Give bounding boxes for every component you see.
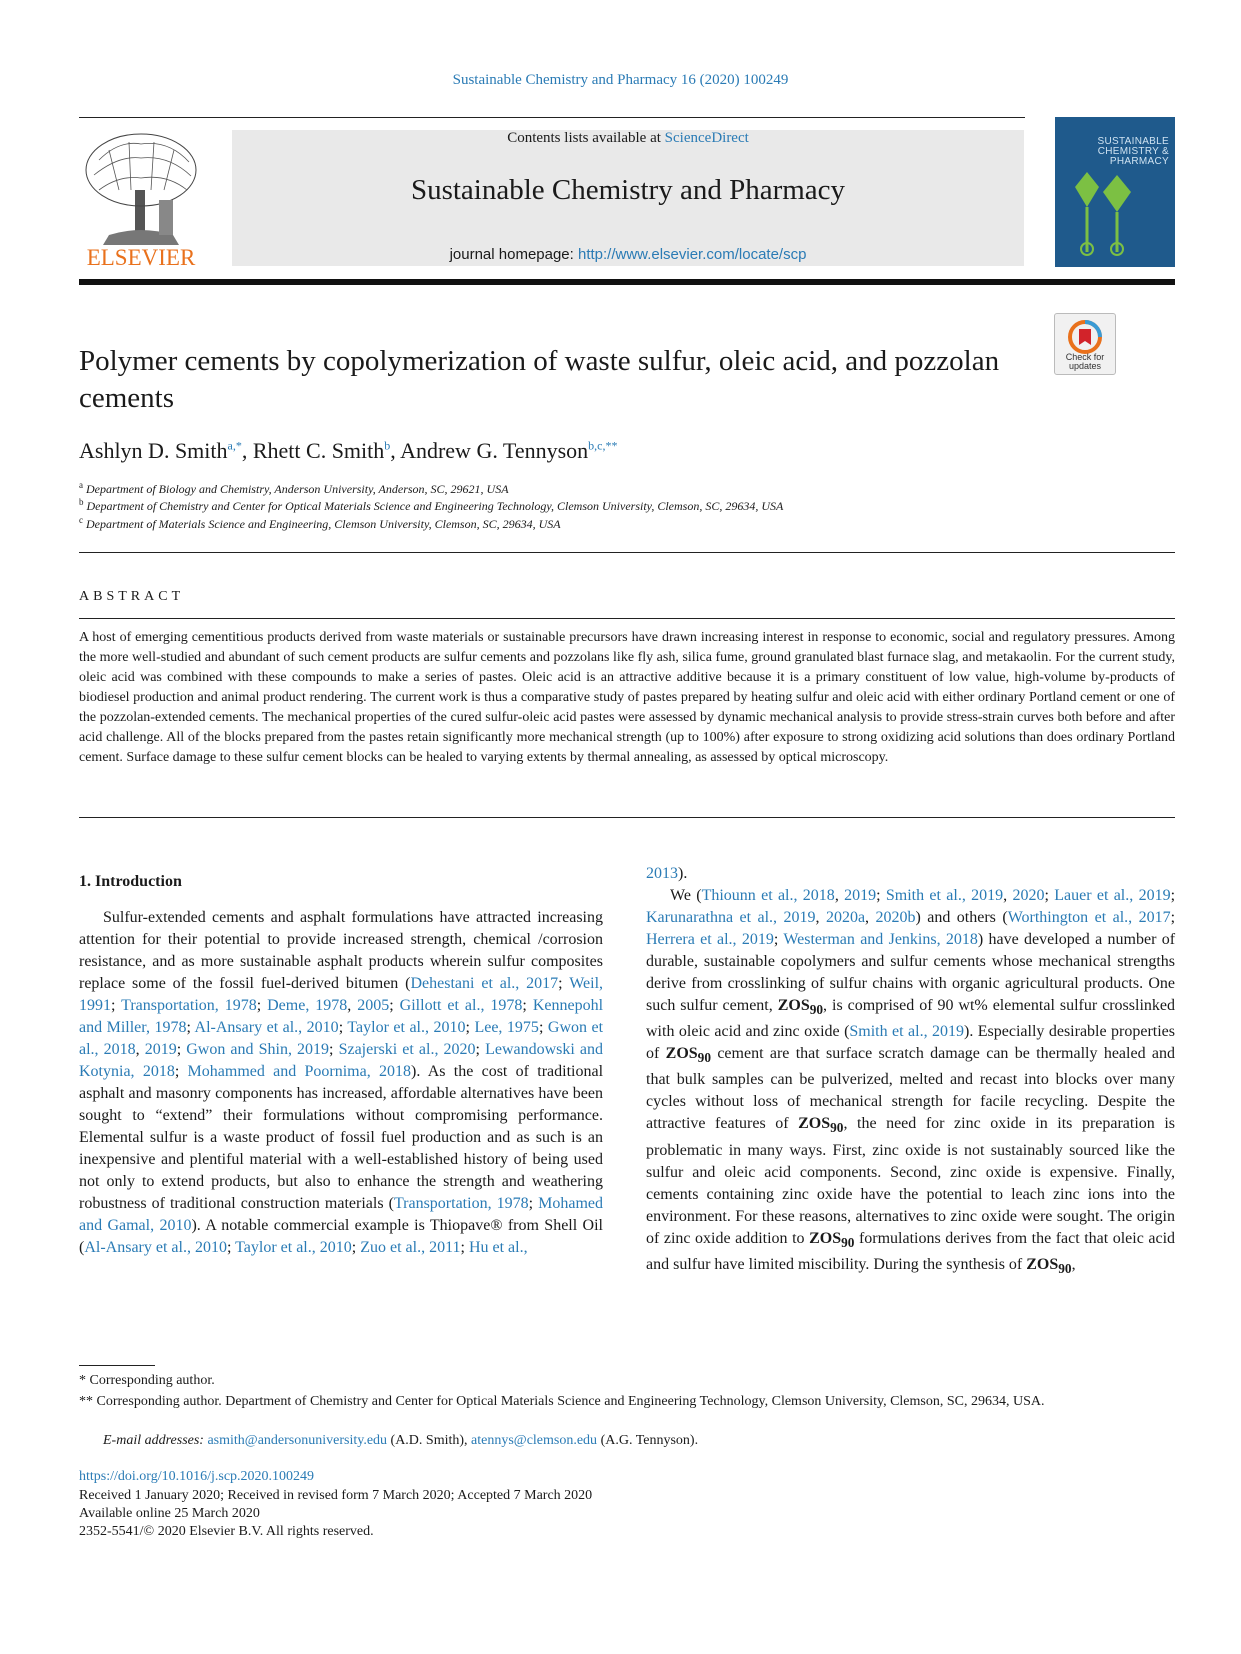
citation-link[interactable]: Thiounn et al., 2018 — [701, 887, 835, 904]
intro-right-column — [646, 863, 1175, 1280]
author-name[interactable]: Andrew G. Tennyson — [400, 438, 589, 463]
citation-link[interactable]: Taylor et al., 2010 — [235, 1239, 352, 1256]
email-footnote: E-mail addresses: asmith@andersonuniversity.edu (A.D. Smith), atennys@clemson.edu (A.G. Tennyson). — [103, 1433, 699, 1448]
citation-link[interactable]: Lauer et al., 2019 — [1054, 887, 1171, 904]
citation-link[interactable]: Lewandowski and Kotynia, 2018 — [79, 1041, 604, 1080]
author-name[interactable]: Ashlyn D. Smith — [79, 438, 228, 463]
intro-continuation: 2013). — [646, 865, 688, 882]
doi-link[interactable]: https://doi.org/10.1016/j.scp.2020.100249 — [79, 1469, 315, 1484]
citation-link[interactable]: Transportation, 1978 — [121, 997, 257, 1014]
received-dates: Received 1 January 2020; Received in revised form 7 March 2020; Accepted 7 March 2020 — [79, 1488, 593, 1503]
zos-term: $ZOS_{90}$ — [809, 1229, 855, 1250]
check-for-updates-button[interactable] — [1054, 313, 1116, 375]
journal-banner — [232, 130, 1024, 266]
cover-title: SUSTAINABLE CHEMISTRY & PHARMACY — [1097, 136, 1169, 167]
journal-reference-link[interactable]: Sustainable Chemistry and Pharmacy 16 (2020) 100249 — [452, 72, 789, 88]
elsevier-logo[interactable] — [79, 130, 203, 270]
zos-term: $ZOS_{90}$ — [665, 1045, 711, 1066]
citation-link[interactable]: 2020 — [1012, 887, 1045, 904]
author-marks[interactable]: b,c,** — [588, 438, 618, 453]
article-title: Polymer cements by copolymerization of waste sulfur, oleic acid, and pozzolan cements — [79, 345, 1000, 414]
divider — [79, 552, 1175, 553]
affiliation-mark: a — [79, 480, 83, 490]
journal-name: Sustainable Chemistry and Pharmacy — [410, 174, 846, 206]
affiliation — [79, 480, 1169, 497]
sciencedirect-link[interactable]: ScienceDirect — [664, 130, 749, 146]
abstract-text: A host of emerging cementitious products derived from waste materials or sustainable precursors have drawn increasing interest in response to economic, social and regulatory pressures. Among the more well-studied and abundant of such cement products are sulfur cements and pozzolans like fly ash, silica fume, ground granulated blast furnace slag, and metakaolin. For the current study, oleic acid was combined with these compounds to make a series of pastes. Oleic acid is an attractive additive because it is a primary constituent of low value, high-volume by-products of biodiesel production and animal product rendering. The current work is thus a comparative study of pastes prepared by heating sulfur and oleic acid with either ordinary Portland cement or one of the pozzolan-extended cements. The mechanical properties of the cured sulfur-oleic acid pastes were assessed by dynamic mechanical analysis to provide stress-strain curves both before and after acid challenge. All of the blocks prepared from the pastes retain significantly more mechanical strength (up to 100%) after exposure to strong oxidizing acid solutions than does ordinary Portland cement. Surface damage to these sulfur cement blocks can be healed to varying extents by thermal annealing, as assessed by optical microscopy. — [79, 630, 1175, 765]
citation-link[interactable]: Smith et al., 2019 — [849, 1023, 965, 1041]
email-link[interactable]: atennys@clemson.edu — [471, 1433, 598, 1448]
citation-link[interactable]: Westerman and Jenkins, 2018 — [783, 931, 978, 948]
citation-link[interactable]: Smith et al., 2019 — [885, 887, 1004, 904]
citation-link[interactable]: Mohammed and Poornima, 2018 — [187, 1063, 412, 1080]
citation-link[interactable]: 2020b — [875, 909, 916, 926]
citation-link[interactable]: 2019 — [844, 887, 877, 904]
citation-link[interactable]: Gwon et al., 2018 — [79, 1019, 604, 1058]
affiliation-text: Department of Materials Science and Engineering, Clemson University, Clemson, SC, 29634, USA — [86, 517, 561, 531]
citation-link[interactable]: Transportation, 1978 — [393, 1195, 529, 1212]
elsevier-tree-icon — [79, 130, 203, 270]
citation-link[interactable]: 2013 — [646, 865, 678, 882]
check-updates-label: Check for updates — [1065, 352, 1105, 371]
citation-link[interactable]: 2019 — [144, 1041, 177, 1058]
affiliation — [79, 497, 1169, 514]
divider — [79, 618, 1175, 619]
citation-link[interactable]: Kennepohl and Miller, 1978 — [79, 997, 604, 1036]
intro-left-column — [79, 907, 603, 1259]
author-marks[interactable]: a,* — [227, 438, 242, 453]
intro-paragraph: We (Thiounn et al., 2018, 2019; Smith et al., 2019, 2020; Lauer et al., 2019; Karunarathna et al., 2019, 2020a, 2020b) and others (Worthington et al., 2017; Herrera et al., 2019; Westerman and Jenkins, 2018) have developed a number of durable, sustainable copolymers and sulfur cements whose mechanical strengths derive from crosslinking of sulfur chains with organic agricultural products. One such sulfur cement, $ZOS_{90}$, is comprised of 90 wt% elemental sulfur crosslinked with oleic acid and zinc oxide (Smith et al., 2019). Especially desirable properties of $ZOS_{90}$ cement are that surface scratch damage can be thermally healed and that bulk samples can be pulverized, melted and recast into blocks over many cycles without loss of mechanical strength for facile recycling. Despite the attractive features of $ZOS_{90}$, the need for zinc oxide in its preparation is problematic in many ways. First, zinc oxide is not sustainably sourced like the sulfur and oleic acid components. Second, zinc oxide is expensive. Finally, cements containing zinc oxide have the potential to leach zinc ions into the environment. For these reasons, alternatives to zinc oxide were sought. The origin of zinc oxide addition to $ZOS_{90}$ formulations derives from the fact that oleic acid and sulfur have limited miscibility. During the synthesis of $ZOS_{90}$, — [646, 887, 1176, 1276]
zos-term: $ZOS_{90}$ — [777, 997, 824, 1018]
contents-prefix: Contents lists available at — [507, 130, 665, 146]
citation-link[interactable]: Gillott et al., 1978 — [399, 997, 523, 1014]
footnote: ** Corresponding author. Department of Chemistry and Center for Optical Materials Science and Engineering Technology, Clemson University, Clemson, SC, 29634, USA. — [79, 1394, 1045, 1409]
citation-link[interactable]: Worthington et al., 2017 — [1007, 909, 1171, 926]
elsevier-wordmark: ELSEVIER — [86, 245, 196, 270]
citation-link[interactable]: Hu et al., — [468, 1239, 528, 1256]
crossmark-icon — [1055, 317, 1115, 357]
divider — [79, 817, 1175, 818]
section-heading: 1. Introduction — [79, 873, 182, 890]
citation-link[interactable]: Al-Ansary et al., 2010 — [84, 1239, 227, 1256]
author-marks[interactable]: b — [384, 438, 391, 453]
intro-paragraph: Sulfur-extended cements and asphalt formulations have attracted increasing attention for their potential to provide increased strength, chemical /corrosion resistance, and as more sustainable asphalt products wherein sulfur composites replace some of the fossil fuel-derived bitumen (Dehestani et al., 2017; Weil, 1991; Transportation, 1978; Deme, 1978, 2005; Gillott et al., 1978; Kennepohl and Miller, 1978; Al-Ansary et al., 2010; Taylor et al., 2010; Lee, 1975; Gwon et al., 2018, 2019; Gwon and Shin, 2019; Szajerski et al., 2020; Lewandowski and Kotynia, 2018; Mohammed and Poornima, 2018). As the cost of traditional asphalt and masonry components has increased, affordable alternatives have been sought to “extend” their formulations without compromising performance. Elemental sulfur is a waste product of fossil fuel production and as such is an inexpensive and plentiful material with a well-established history of being used not only to extend products, but also to enhance the strength and weathering robustness of traditional construction materials (Transportation, 1978; Mohamed and Gamal, 2010). A notable commercial example is Thiopave® from Shell Oil (Al-Ansary et al., 2010; Taylor et al., 2010; Zuo et al., 2011; Hu et al., — [79, 909, 604, 1256]
footnote-rule — [79, 1365, 155, 1366]
citation-link[interactable]: Herrera et al., 2019 — [646, 931, 774, 948]
affiliation-text: Department of Chemistry and Center for Optical Materials Science and Engineering Technology, Clemson University, Clemson, SC, 29634, USA — [86, 499, 784, 513]
citation-link[interactable]: Al-Ansary et al., 2010 — [194, 1019, 339, 1036]
citation-link[interactable]: Dehestani et al., 2017 — [410, 975, 559, 992]
footnote: * Corresponding author. — [79, 1373, 215, 1388]
cover-leaves-icon — [1055, 117, 1175, 267]
citation-link[interactable]: Szajerski et al., 2020 — [338, 1041, 476, 1058]
homepage-prefix: journal homepage: — [449, 246, 578, 263]
homepage-link[interactable]: http://www.elsevier.com/locate/scp — [578, 246, 807, 263]
author-list: Ashlyn D. Smith$^{a,*}$, Rhett C. Smith$^b$, Andrew G. Tennyson$^{b,c,**}$ — [79, 438, 618, 463]
available-online: Available online 25 March 2020 — [79, 1506, 260, 1521]
affiliation — [79, 515, 1169, 532]
citation-link[interactable]: Karunarathna et al., 2019 — [646, 909, 816, 926]
contents-line — [232, 130, 1024, 147]
email-link[interactable]: asmith@andersonuniversity.edu — [207, 1433, 388, 1448]
header-thick-rule — [79, 279, 1175, 285]
zos-term: $ZOS_{90}$ — [1026, 1255, 1072, 1276]
citation-link[interactable]: Lee, 1975 — [474, 1019, 539, 1036]
citation-link[interactable]: Weil, 1991 — [79, 975, 604, 1014]
affiliation-text: Department of Biology and Chemistry, Anderson University, Anderson, SC, 29621, USA — [86, 482, 509, 496]
citation-link[interactable]: 2005 — [357, 997, 390, 1014]
email-label: E-mail addresses: — [103, 1433, 208, 1448]
citation-link[interactable]: Mohamed and Gamal, 2010 — [79, 1195, 603, 1234]
homepage-line — [232, 246, 1024, 263]
affiliation-mark: c — [79, 515, 83, 525]
citation-link[interactable]: Zuo et al., 2011 — [360, 1239, 461, 1256]
citation-link[interactable]: Taylor et al., 2010 — [347, 1019, 466, 1036]
author-name[interactable]: Rhett C. Smith — [252, 438, 385, 463]
zos-term: $ZOS_{90}$ — [798, 1115, 844, 1136]
copyright: 2352-5541/© 2020 Elsevier B.V. All rights reserved. — [79, 1524, 374, 1539]
header-rule — [79, 117, 1025, 118]
affiliation-mark: b — [79, 497, 84, 507]
journal-cover-image[interactable] — [1055, 117, 1175, 267]
abstract-heading: ABSTRACT — [79, 589, 185, 604]
citation-link[interactable]: Deme, 1978 — [267, 997, 348, 1014]
citation-link[interactable]: Gwon and Shin, 2019 — [186, 1041, 330, 1058]
citation-link[interactable]: 2020a — [825, 909, 866, 926]
